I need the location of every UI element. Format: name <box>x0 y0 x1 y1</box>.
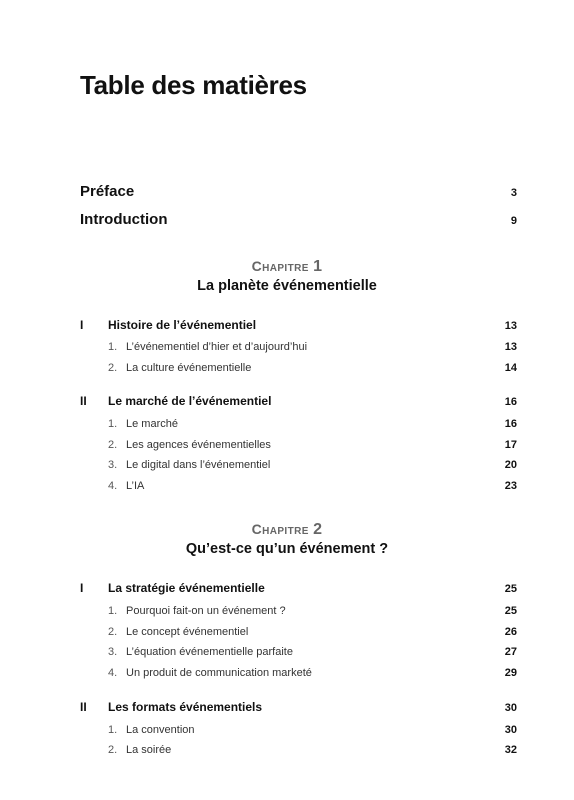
chapter-title: Qu’est-ce qu’un événement ? <box>185 541 389 557</box>
subsection-title: Le digital dans l’événementiel <box>126 459 271 471</box>
subsection-title: La soirée <box>126 744 172 756</box>
section-page: 13 <box>504 320 517 332</box>
toc-entry-introduction[interactable] <box>80 211 517 228</box>
subsection-title: Le concept événementiel <box>126 626 249 638</box>
subsection-page: 17 <box>504 439 517 451</box>
subsection-number: 2. <box>108 744 118 756</box>
subsection-number: 1. <box>108 605 118 617</box>
section-title: Les formats événementiels <box>108 700 263 714</box>
subsection-entry[interactable] <box>108 667 517 679</box>
subsection-title: La convention <box>126 724 195 736</box>
section-title: La stratégie événementielle <box>108 581 265 595</box>
subsection-title: Pourquoi fait-on un événement ? <box>126 605 286 617</box>
section-roman: II <box>80 394 87 408</box>
section-entry[interactable] <box>80 394 517 408</box>
section-page: 16 <box>504 396 517 408</box>
subsection-entry[interactable] <box>108 480 517 492</box>
subsection-page: 26 <box>504 626 517 638</box>
subsection-title: L’équation événementielle parfaite <box>126 646 293 658</box>
chapter-label: Chapitre <box>251 258 309 274</box>
section-page: 25 <box>504 583 517 595</box>
subsection-number: 3. <box>108 646 118 658</box>
chapter-number-line <box>0 258 574 276</box>
entry-label: Préface <box>80 183 135 200</box>
chapter-number-line <box>0 521 574 539</box>
subsection-number: 4. <box>108 480 118 492</box>
subsection-title: L’événementiel d’hier et d’aujourd’hui <box>126 341 308 353</box>
section-title: Histoire de l’événementiel <box>108 318 257 332</box>
subsection-page: 27 <box>504 646 517 658</box>
subsection-number: 2. <box>108 626 118 638</box>
subsection-entry[interactable] <box>108 439 517 451</box>
section-roman: I <box>80 581 84 595</box>
subsection-page: 29 <box>504 667 517 679</box>
entry-label: Introduction <box>80 211 168 228</box>
subsection-title: Un produit de communication marketé <box>126 667 312 679</box>
chapter-label: Chapitre <box>251 521 309 537</box>
subsection-title: Le marché <box>126 418 178 430</box>
subsection-entry[interactable] <box>108 459 517 471</box>
subsection-entry[interactable] <box>108 646 517 658</box>
subsection-entry[interactable] <box>108 724 517 736</box>
chapter-2-heading <box>0 521 574 557</box>
chapter-number: 1 <box>313 258 323 275</box>
entry-page: 3 <box>510 187 517 199</box>
toc-entry-preface[interactable] <box>80 183 517 200</box>
subsection-entry[interactable] <box>108 362 517 374</box>
subsection-page: 16 <box>504 418 517 430</box>
subsection-page: 13 <box>504 341 517 353</box>
subsection-entry[interactable] <box>108 626 517 638</box>
section-entry[interactable] <box>80 581 517 595</box>
subsection-number: 2. <box>108 439 118 451</box>
subsection-number: 2. <box>108 362 118 374</box>
subsection-number: 3. <box>108 459 118 471</box>
section-entry[interactable] <box>80 318 517 332</box>
subsection-page: 23 <box>504 480 517 492</box>
chapter-number: 2 <box>313 521 323 538</box>
subsection-title: Les agences événementielles <box>126 439 271 451</box>
section-page: 30 <box>504 702 517 714</box>
subsection-page: 14 <box>504 362 517 374</box>
section-roman: I <box>80 318 84 332</box>
subsection-entry[interactable] <box>108 744 517 756</box>
section-entry[interactable] <box>80 700 517 714</box>
subsection-page: 25 <box>504 605 517 617</box>
subsection-number: 1. <box>108 341 118 353</box>
subsection-page: 20 <box>504 459 517 471</box>
chapter-1-heading <box>0 258 574 294</box>
subsection-entry[interactable] <box>108 418 517 430</box>
subsection-title: L’IA <box>126 480 145 492</box>
subsection-number: 1. <box>108 418 118 430</box>
subsection-number: 1. <box>108 724 118 736</box>
subsection-number: 4. <box>108 667 118 679</box>
section-title: Le marché de l’événementiel <box>108 394 272 408</box>
subsection-page: 30 <box>504 724 517 736</box>
subsection-page: 32 <box>504 744 517 756</box>
entry-page: 9 <box>510 215 517 227</box>
chapter-title: La planète événementielle <box>197 278 377 294</box>
subsection-entry[interactable] <box>108 605 517 617</box>
page-title: Table des matières <box>80 70 307 100</box>
subsection-entry[interactable] <box>108 341 517 353</box>
subsection-title: La culture événementielle <box>126 362 252 374</box>
section-roman: II <box>80 700 87 714</box>
